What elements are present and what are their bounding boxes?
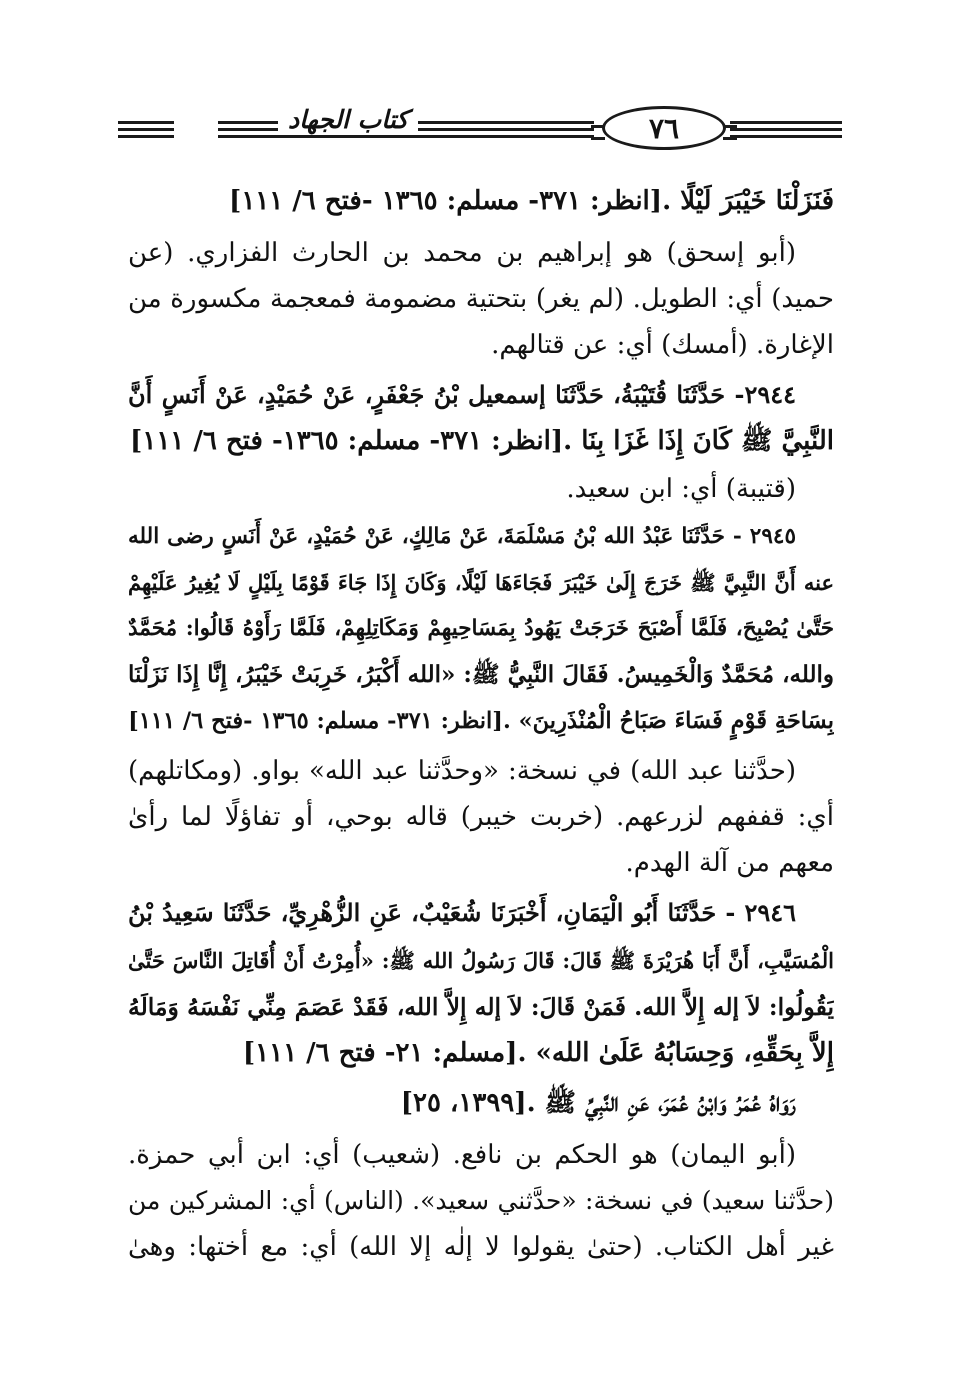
header-rule <box>118 128 174 131</box>
text-line-commentary: (حدَّثنا عبد الله) في نسخة: «وحدَّثنا عبد الله» بواو. (ومكاتلهم) <box>128 756 796 786</box>
text-line-commentary: حميد) أي: الطويل. (لم يغر) بتحتية مضمومة فمعجمة مكسورة من <box>128 284 834 314</box>
text-line-commentary: (قتيبة) أي: ابن سعيد. <box>566 474 796 504</box>
text-line-commentary: الإغارة. (أمسك) أي: عن قتالهم. <box>491 330 834 360</box>
text-line-hadith: عنه أَنَّ النَّبِيَّ ﷺ خَرَجَ إِلَىٰ خَيْبَرَ فَجَاءَهَا لَيْلًا، وَكَانَ إِذَا جَاءَ قَوْمًا بِلَيْلٍ لَا يُغِيرُ عَلَيْهِمْ <box>128 570 834 595</box>
text-line-commentary: معهم من آلة الهدم. <box>625 848 834 878</box>
header-rule <box>218 135 594 138</box>
text-line-commentary: غير أهل الكتاب. (حتىٰ يقولوا لا إلٰه إلا الله) أي: مع أختها: وهىٰ <box>128 1232 834 1262</box>
text-line-hadith: فَنَزَلْنَا خَيْبَرَ لَيْلًا .[انظر: ٣٧١- مسلم: ١٣٦٥ -فتح ٦/ ١١١] <box>229 186 834 216</box>
text-line-hadith: الْمُسَيَّبِ، أَنَّ أَبَا هُرَيْرَةَ ﷺ قَالَ: قَالَ رَسُولُ الله ﷺ: «أُمِرْتُ أَنْ أُقَاتِلَ النَّاسَ حَتَّىٰ <box>128 948 834 973</box>
text-line-commentary: (أبو اليمان) هو الحكم بن نافع. (شعيب) أي: ابن أبي حمزة. <box>128 1140 796 1170</box>
header-rule <box>118 121 174 124</box>
header-rule <box>730 128 842 131</box>
text-line-hadith: بِسَاحَةِ قَوْمٍ فَسَاءَ صَبَاحُ الْمُنْذَرِينَ» .[انظر: ٣٧١- مسلم: ١٣٦٥ -فتح ٦/ ١١١] <box>128 708 834 734</box>
header-rule <box>118 135 174 138</box>
text-line-hadith: والله، مُحَمَّدٌ وَالْخَمِيسُ. فَقَالَ النَّبِيُّ ﷺ: «الله أَكْبَرُ، خَرِبَتْ خَيْبَرُ، إِنَّا إِذَا نَزَلْنَا <box>128 661 834 688</box>
text-line-commentary: (حدَّثنا سعيد) في نسخة: «حدَّثني سعيد». (الناس) أي: المشركين من <box>128 1186 834 1215</box>
running-title: كتاب الجهاد <box>278 105 418 134</box>
text-line-commentary: (أبو إسحق) هو إبراهيم بن محمد بن الحارث الفزاري. (عن <box>128 238 796 268</box>
text-line-hadith: ٢٩٤٦ - حَدَّثَنَا أَبُو الْيَمَانِ، أَخْبَرَنَا شُعَيْبٌ، عَنِ الزُّهْرِيِّ، حَدَّثَنَا سَعِيدُ بْنُ <box>128 898 796 927</box>
text-line-hadith: حَتَّىٰ يُصْبِحَ، فَلَمَّا أَصْبَحَ خَرَجَتْ يَهُودُ بِمَسَاحِيهِمْ وَمَكَاتِلِهِمْ، فَلَمَّا رَأَوْهُ قَالُوا: مُحَمَّدٌ <box>128 616 834 641</box>
text-line-hadith: ٢٩٤٥ - حَدَّثَنَا عَبْدُ الله بْنُ مَسْلَمَةَ، عَنْ مَالِكٍ، عَنْ حُمَيْدٍ، عَنْ أَنَسٍ رضى الله <box>128 524 796 549</box>
text-line-hadith: ٢٩٤٤- حَدَّثَنَا قُتَيْبَةُ، حَدَّثَنَا إسمعيل بْنُ جَعْفَرٍ، عَنْ حُمَيْدٍ، عَنْ أَنَسٍ أَنَّ <box>128 380 797 409</box>
header-rule <box>730 121 842 124</box>
text-line-hadith: رَوَاهُ عُمَرُ وَابْنُ عُمَرَ، عَنِ النَّبِيِّ ﷺ .[١٣٩٩، ٢٥] <box>400 1088 796 1118</box>
text-line-commentary: أي: قففهم لزرعهم. (خربت خيبر) قاله بوحي، أو تفاؤلًا لما رأىٰ <box>128 802 834 832</box>
page-number: ٧٦ <box>602 106 726 150</box>
text-line-hadith: النَّبِيَّ ﷺ كَانَ إِذَا غَزَا بِنَا .[انظر: ٣٧١- مسلم: ١٣٦٥- فتح ٦/ ١١١] <box>130 426 834 456</box>
header-rule <box>730 135 842 138</box>
text-line-hadith: إِلاَّ بِحَقِّهِ، وَحِسَابُهُ عَلَىٰ الله» .[مسلم: ٢١- فتح ٦/ ١١١] <box>242 1038 834 1068</box>
running-header <box>118 104 842 156</box>
text-line-hadith: يَقُولُوا: لاَ إله إِلاَّ الله. فَمَنْ قَالَ: لاَ إله إِلاَّ الله، فَقَدْ عَصَمَ مِنِّي نَفْسَهُ وَمَالَهُ <box>128 993 834 1021</box>
